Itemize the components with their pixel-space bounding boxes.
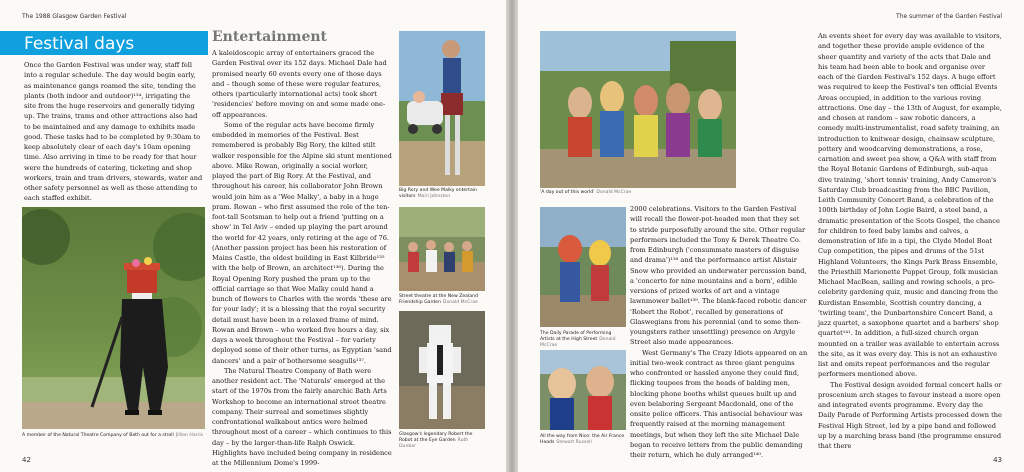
caption-daily-parade — [540, 331, 626, 349]
section-heading-entertainment: Entertainment — [212, 29, 328, 45]
air-france-heads-image — [540, 350, 626, 430]
daily-parade-image — [540, 207, 626, 327]
caption-text: All the way from Nice: the Air France Heads — [540, 434, 625, 445]
caption-air-france-heads — [540, 434, 626, 446]
caption-street-theatre — [399, 294, 485, 306]
right-column-2-paragraph-2: The Festival design avoided formal concert halls or proscenium arch stages to favour instead a more open and integrated events programme. Every day the Daily Parade of Performing Artists processed down the Festival High Street, led by a pipe band and followed up by a marching brass band (the programme ensured that there — [818, 380, 1002, 450]
caption-day-out — [540, 190, 736, 196]
caption-robert-the-robot — [399, 432, 485, 450]
page-number-right: 43 — [993, 456, 1002, 464]
photo-credit: Stewart Russell — [556, 440, 592, 445]
right-column-1-paragraph-2: West Germany's The Crazy Idiots appeared on an initial two-week contract as three giant penguins who confronted or hassled anyone they could find, flicking toupees from the heads of balding men, blocking phone booths whilst queues built up and even belaboring Sergeant Macdonald, one of the onsite police officers. This antisocial behaviour was frequently raised at the morning management meetings, but when they left the site Michael Dale began to receive letters from the public demanding their return, which he duly arranged¹⁴⁰. — [630, 348, 808, 459]
photo-credit: Donald McCrae — [596, 190, 632, 195]
flowerpot-man-image — [22, 207, 205, 429]
photo-credit: Ruth Dunbar — [399, 438, 469, 449]
entertainment-paragraph-3: The Natural Theatre Company of Bath were another resident act. The 'Naturals' emerged at the start of the 1970s from the fairly anarchic Bath Arts Workshop to become an international street theatre company. Their surreal and sometimes slightly confrontational walkabout antics were helmed throughout most of a career – which continues to this day – by the larger-than-life Ralph Oswick. Highlights have included being company in residence at the Millennium Dome's 1999- — [212, 366, 392, 467]
intro-column — [24, 60, 204, 206]
caption-flowerpot-man — [22, 433, 212, 439]
caption-text: 'A day out of this world' — [540, 190, 595, 195]
right-column-1 — [630, 204, 808, 459]
robert-the-robot-image — [399, 311, 485, 429]
photo-daily-parade — [540, 207, 626, 327]
entertainment-paragraph-1: A kaleidoscopic array of entertainers graced the Garden Festival over its 152 days. Michael Dale had promised nearly 60 events every one of those days and – though some of these were regular features, others (particularly international acts) took short 'residencies' before moving on and some made one-off appearances. — [212, 49, 387, 119]
page-number-left: 42 — [22, 456, 31, 464]
day-out-image — [540, 31, 736, 188]
caption-text: Glasgow's legendary Robert the Robot at the Eye Garden — [399, 432, 473, 443]
running-head-right: The summer of the Garden Festival — [896, 13, 1002, 20]
caption-big-rory — [399, 188, 485, 200]
big-rory-image — [399, 31, 485, 186]
caption-text: The Daily Parade of Performing Artists at the High Street — [540, 331, 612, 342]
photo-air-france-heads — [540, 350, 626, 430]
photo-credit: Donald McCrae — [540, 337, 616, 348]
photo-day-out — [540, 31, 736, 188]
street-theatre-image — [399, 207, 485, 291]
entertainment-paragraph-2: Some of the regular acts have become firmly embedded in memories of the Festival. Best remembered is probably Big Rory, the kilted stilt walker responsible for the Alpine ski stunt mentioned above. Mike Rowan, originally a social worker, played the part of Big Rory. At the Festival, and throughout his career, his collaborator John Brown would join him as a 'Wee Malky', a baby in a huge pram. Rowan – who first assumed the role of the ten-foot-tall Scotsman to help out a friend 'putting on a show' in Tel Aviv – ended up playing the part around the world for 42 years, only retiring at the age of 76. (Another passion project has been his restoration of Mains Castle, the oldest building in East Kilbride¹³⁵ with the help of Brown, an architect¹³⁶). During the Royal Opening Rory pushed the pram up to the official carriage so that Wee Malky could hand a bunch of flowers to Charles with the words 'these are for your lady'; it is a blessing that the royal security detail must have been in a relaxed frame of mind. Rowan and Brown – who worked five hours a day, six days a week throughout the Festival – for variety deployed some of their other turns, as Egyptian 'sand dancers' and a pair of bothersome seagulls¹³⁷. — [212, 120, 392, 365]
photo-street-theatre — [399, 207, 485, 291]
caption-text: Street theatre at the New Zealand Friendship Garden — [399, 294, 478, 305]
intro-paragraph: Once the Garden Festival was under way, staff fell into a regular schedule. The day would begin early, as maintenance gangs roamed the site, tending the plants (both indoor and outdoor)¹³⁴, irrigating the site from the huge reservoirs and generally tidying up. The trains, trams and other attractions also had to be maintained and any damage to exhibits made good. These tasks had to be completed by 9:30am to keep absolutely clear of each day's 10am opening time. Also arriving in time to be ready for that hour were the hundreds of catering, ticketing and shop workers, train and tram drivers, stewards, water and other safety personnel as well as those attending to each staffed exhibit. — [24, 61, 203, 203]
right-page — [518, 0, 1024, 472]
photo-credit: Mairi Johnston — [417, 194, 451, 199]
entertainment-column — [212, 48, 392, 467]
caption-text: Big Rory and Wee Malky entertain visitors — [399, 188, 477, 199]
right-column-1-paragraph-1: 2000 celebrations. Visitors to the Garden Festival will recall the flower-pot-headed men that they set to stride purposefully around the site. Other regular performers included the Tony & Derek Theatre Co. from Edinburgh ('consummate masters of disguise and drama')¹³⁸ and the performance artist Alistair Snow who provided an underwater percussion band, a 'concerto for nine mountains and a horn', edible versions of prized works of art and a vintage lawnmower ballet¹³⁹. The blank-faced robotic dancer 'Robert the Robot', recalled by generations of Glaswegians from his perennial (and to some then-youngsters rather unsettling) presence on Argyle Street also made appearances. — [630, 205, 807, 347]
photo-credit: Jillian Harris — [175, 433, 204, 438]
right-column-2 — [818, 31, 1002, 452]
page-title: Festival days — [24, 34, 135, 54]
title-bar — [0, 31, 208, 55]
caption-text: A member of the Natural Theatre Company of Bath out for a stroll — [22, 433, 174, 438]
photo-flowerpot-man — [22, 207, 205, 429]
left-page — [0, 0, 506, 472]
running-head-left: The 1988 Glasgow Garden Festival — [22, 13, 127, 20]
right-column-2-paragraph-1: An events sheet for every day was available to visitors, and together these provide ample evidence of the sheer quantity and variety of the acts that Dale and his team had been able to book and organise over each of the Garden Festival's 152 days. A huge effort was required to keep the Festival's ten official Events Areas occupied, in addition to the various roving attractions. One day – the 13th of August, for example, and chosen at random – saw robotic dancers, a comedy multi-instrumentalist, road safety training, an introduction to knitwear design, chainsaw sculpture, pottery and woodcarving demonstrations, a rose, carnation and sweet pea show, a Q&A with staff from the Royal Botanic Gardens of Edinburgh, sub-aqua dive training, 'short tennis' training, Andy Cameron's Saturday Club broadcasting from the BBC Pavilion, Leith Community Concert Band, a celebration of the 100th birthday of John Logie Baird, a steel band, a dramatic presentation of the Scots Gospel, the chance for children to feed baby lambs and calves, a demonstration of life in a tipi, the Clyde Model Boat Cup competition, the pipes and drums of the 51st Highland Volunteers, the Kings Park Brass Ensemble, the Priesthill Marionette Puppet Group, folk musician Michael MacBean, sailing and rowing schools, a pro-celebrity gardening quiz, music and dancing from the Kurdistan Ensemble, Scottish country dancing, a 'twirling team', the Dunbartonshire Concert Band, a jazz quartet, a saxophone quartet and a barbers' shop quartet¹⁴¹. In addition, a full-sized church organ mounted on a trailer was available to entertain across the site, as it was every day. This is not an exhaustive list and omits repeat performances and the regular performers mentioned above. — [818, 32, 1002, 379]
photo-robert-the-robot — [399, 311, 485, 429]
photo-big-rory — [399, 31, 485, 186]
photo-credit: Donald McCrae — [442, 300, 478, 305]
book-gutter — [506, 0, 518, 472]
